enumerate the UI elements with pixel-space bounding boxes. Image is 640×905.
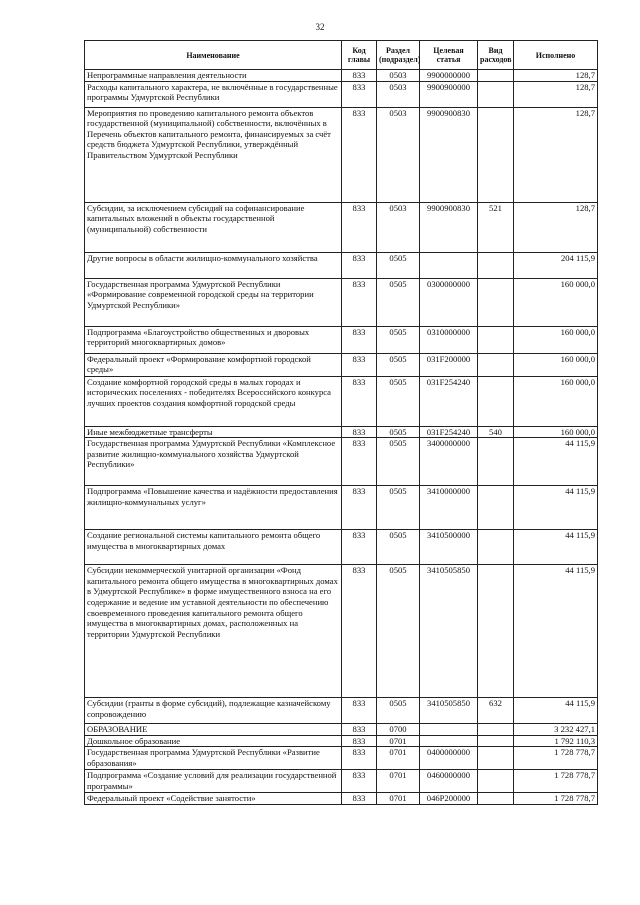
cell-type bbox=[478, 735, 514, 747]
header-executed: Исполнено bbox=[514, 41, 598, 70]
header-section: Раздел (подраздел) bbox=[377, 41, 420, 70]
table-row bbox=[85, 252, 598, 278]
cell-type bbox=[478, 278, 514, 326]
cell-code: 833 bbox=[342, 202, 377, 252]
cell-section: 0700 bbox=[377, 724, 420, 736]
cell-type bbox=[478, 530, 514, 565]
cell-code: 833 bbox=[342, 770, 377, 793]
cell-name: ОБРАЗОВАНИЕ bbox=[85, 724, 342, 736]
cell-name: Подпрограмма «Создание условий для реализации государственной программы» bbox=[85, 770, 342, 793]
table-row bbox=[85, 70, 598, 82]
cell-name: Другие вопросы в области жилищно-коммунального хозяйства bbox=[85, 252, 342, 278]
cell-type bbox=[478, 793, 514, 805]
cell-section: 0701 bbox=[377, 770, 420, 793]
cell-type bbox=[478, 326, 514, 353]
cell-section: 0505 bbox=[377, 486, 420, 530]
cell-target: 9900900830 bbox=[420, 202, 478, 252]
cell-target bbox=[420, 735, 478, 747]
cell-code: 833 bbox=[342, 81, 377, 107]
cell-amount: 128,7 bbox=[514, 81, 598, 107]
table-row bbox=[85, 278, 598, 326]
cell-type bbox=[478, 565, 514, 698]
cell-section: 0505 bbox=[377, 438, 420, 486]
table-row bbox=[85, 376, 598, 426]
cell-amount: 160 000,0 bbox=[514, 426, 598, 438]
cell-type bbox=[478, 252, 514, 278]
cell-type: 521 bbox=[478, 202, 514, 252]
cell-amount: 160 000,0 bbox=[514, 353, 598, 376]
cell-name: Подпрограмма «Повышение качества и надёжности предоставления жилищно-коммунальных услуг» bbox=[85, 486, 342, 530]
cell-amount: 44 115,9 bbox=[514, 486, 598, 530]
header-target-article: Целевая статья bbox=[420, 41, 478, 70]
table-row bbox=[85, 326, 598, 353]
cell-name: Расходы капитального характера, не включённые в государственные программы Удмуртской Республики bbox=[85, 81, 342, 107]
cell-amount: 160 000,0 bbox=[514, 326, 598, 353]
header-expense-type: Вид расходов bbox=[478, 41, 514, 70]
cell-amount: 44 115,9 bbox=[514, 698, 598, 724]
header-name: Наименование bbox=[85, 41, 342, 70]
cell-target: 9900900000 bbox=[420, 81, 478, 107]
table-row bbox=[85, 426, 598, 438]
cell-target: 0310000000 bbox=[420, 326, 478, 353]
cell-section: 0701 bbox=[377, 747, 420, 770]
cell-name: Субсидии (гранты в форме субсидий), подлежащие казначейскому сопровождению bbox=[85, 698, 342, 724]
cell-name: Субсидии, за исключением субсидий на софинансирование капитальных вложений в объекты государственной (муниципальной) собственности bbox=[85, 202, 342, 252]
cell-name: Федеральный проект «Содействие занятости» bbox=[85, 793, 342, 805]
cell-amount: 1 728 778,7 bbox=[514, 770, 598, 793]
cell-name: Непрограммные направления деятельности bbox=[85, 70, 342, 82]
cell-code: 833 bbox=[342, 793, 377, 805]
cell-section: 0701 bbox=[377, 793, 420, 805]
cell-name: Создание региональной системы капитального ремонта общего имущества в многоквартирных домах bbox=[85, 530, 342, 565]
cell-target bbox=[420, 252, 478, 278]
cell-amount: 128,7 bbox=[514, 70, 598, 82]
cell-section: 0505 bbox=[377, 376, 420, 426]
cell-amount: 160 000,0 bbox=[514, 278, 598, 326]
header-code-chapter: Код главы bbox=[342, 41, 377, 70]
table-row bbox=[85, 747, 598, 770]
cell-code: 833 bbox=[342, 724, 377, 736]
table-row bbox=[85, 530, 598, 565]
cell-name: Государственная программа Удмуртской Республики «Развитие образования» bbox=[85, 747, 342, 770]
cell-name: Дошкольное образование bbox=[85, 735, 342, 747]
budget-table bbox=[84, 40, 598, 805]
cell-code: 833 bbox=[342, 426, 377, 438]
cell-amount: 1 728 778,7 bbox=[514, 747, 598, 770]
cell-amount: 44 115,9 bbox=[514, 530, 598, 565]
cell-section: 0503 bbox=[377, 202, 420, 252]
cell-amount: 160 000,0 bbox=[514, 376, 598, 426]
cell-code: 833 bbox=[342, 252, 377, 278]
cell-code: 833 bbox=[342, 70, 377, 82]
cell-type bbox=[478, 376, 514, 426]
cell-name: Субсидии некоммерческой унитарной организации «Фонд капитального ремонта общего имущества в многоквартирных домах в Удмуртской Республике» в форме имущественного взноса на его содержание и ведение им уставной деятельности по обеспечению своевременного проведения капитального ремонта общего имущества в многоквартирных домах, расположенных на территории Удмуртской Республики bbox=[85, 565, 342, 698]
cell-name: Государственная программа Удмуртской Республики «Формирование современной городской среды на территории Удмуртской Республики» bbox=[85, 278, 342, 326]
cell-section: 0505 bbox=[377, 698, 420, 724]
cell-section: 0505 bbox=[377, 252, 420, 278]
cell-target: 3410500000 bbox=[420, 530, 478, 565]
cell-type bbox=[478, 486, 514, 530]
cell-type: 540 bbox=[478, 426, 514, 438]
cell-target: 3410505850 bbox=[420, 565, 478, 698]
cell-name: Создание комфортной городской среды в малых городах и исторических поселениях - победителях Всероссийского конкурса лучших проектов создания комфортной городской среды bbox=[85, 376, 342, 426]
cell-target bbox=[420, 724, 478, 736]
table-row bbox=[85, 770, 598, 793]
cell-section: 0505 bbox=[377, 326, 420, 353]
table-row bbox=[85, 107, 598, 202]
cell-type bbox=[478, 770, 514, 793]
cell-type bbox=[478, 438, 514, 486]
cell-target: 0460000000 bbox=[420, 770, 478, 793]
table-row bbox=[85, 735, 598, 747]
cell-target: 0400000000 bbox=[420, 747, 478, 770]
table-row bbox=[85, 81, 598, 107]
cell-target: 031F254240 bbox=[420, 426, 478, 438]
cell-section: 0503 bbox=[377, 81, 420, 107]
cell-name: Федеральный проект «Формирование комфортной городской среды» bbox=[85, 353, 342, 376]
table-header-row bbox=[85, 41, 598, 70]
cell-code: 833 bbox=[342, 735, 377, 747]
cell-section: 0505 bbox=[377, 530, 420, 565]
cell-section: 0505 bbox=[377, 565, 420, 698]
cell-amount: 128,7 bbox=[514, 202, 598, 252]
cell-type bbox=[478, 353, 514, 376]
cell-name: Мероприятия по проведению капитального ремонта объектов государственной (муниципальной) собственности, включённых в Перечень объектов капитального ремонта, финансируемых за счёт средств бюджета Удмуртской Республики, утверждённый Правительством Удмуртской Республики bbox=[85, 107, 342, 202]
cell-type bbox=[478, 81, 514, 107]
cell-target: 3400000000 bbox=[420, 438, 478, 486]
cell-section: 0503 bbox=[377, 70, 420, 82]
table-row bbox=[85, 202, 598, 252]
cell-type bbox=[478, 70, 514, 82]
cell-code: 833 bbox=[342, 530, 377, 565]
cell-section: 0505 bbox=[377, 426, 420, 438]
cell-type bbox=[478, 724, 514, 736]
cell-target: 3410505850 bbox=[420, 698, 478, 724]
table-row bbox=[85, 793, 598, 805]
cell-section: 0701 bbox=[377, 735, 420, 747]
cell-type bbox=[478, 747, 514, 770]
cell-code: 833 bbox=[342, 107, 377, 202]
cell-amount: 44 115,9 bbox=[514, 438, 598, 486]
cell-amount: 204 115,9 bbox=[514, 252, 598, 278]
table-row bbox=[85, 438, 598, 486]
cell-code: 833 bbox=[342, 486, 377, 530]
cell-amount: 1 728 778,7 bbox=[514, 793, 598, 805]
cell-amount: 3 232 427,1 bbox=[514, 724, 598, 736]
cell-amount: 128,7 bbox=[514, 107, 598, 202]
cell-section: 0505 bbox=[377, 353, 420, 376]
cell-code: 833 bbox=[342, 353, 377, 376]
cell-target: 0300000000 bbox=[420, 278, 478, 326]
cell-code: 833 bbox=[342, 565, 377, 698]
cell-code: 833 bbox=[342, 747, 377, 770]
cell-amount: 44 115,9 bbox=[514, 565, 598, 698]
cell-code: 833 bbox=[342, 326, 377, 353]
cell-type bbox=[478, 107, 514, 202]
cell-amount: 1 792 110,3 bbox=[514, 735, 598, 747]
cell-target: 031F200000 bbox=[420, 353, 478, 376]
cell-type: 632 bbox=[478, 698, 514, 724]
cell-name: Подпрограмма «Благоустройство общественных и дворовых территорий многоквартирных домов» bbox=[85, 326, 342, 353]
cell-target: 046P200000 bbox=[420, 793, 478, 805]
cell-code: 833 bbox=[342, 698, 377, 724]
cell-name: Иные межбюджетные трансферты bbox=[85, 426, 342, 438]
cell-name: Государственная программа Удмуртской Республики «Комплексное развитие жилищно-коммунального хозяйства Удмуртской Республики» bbox=[85, 438, 342, 486]
page-number: 32 bbox=[315, 22, 325, 32]
cell-section: 0505 bbox=[377, 278, 420, 326]
cell-target: 9900900830 bbox=[420, 107, 478, 202]
table-row bbox=[85, 724, 598, 736]
table-row bbox=[85, 486, 598, 530]
cell-code: 833 bbox=[342, 376, 377, 426]
cell-code: 833 bbox=[342, 438, 377, 486]
cell-code: 833 bbox=[342, 278, 377, 326]
cell-target: 9900000000 bbox=[420, 70, 478, 82]
table-row bbox=[85, 698, 598, 724]
table-row bbox=[85, 565, 598, 698]
table-row bbox=[85, 353, 598, 376]
cell-target: 3410000000 bbox=[420, 486, 478, 530]
cell-target: 031F254240 bbox=[420, 376, 478, 426]
cell-section: 0503 bbox=[377, 107, 420, 202]
